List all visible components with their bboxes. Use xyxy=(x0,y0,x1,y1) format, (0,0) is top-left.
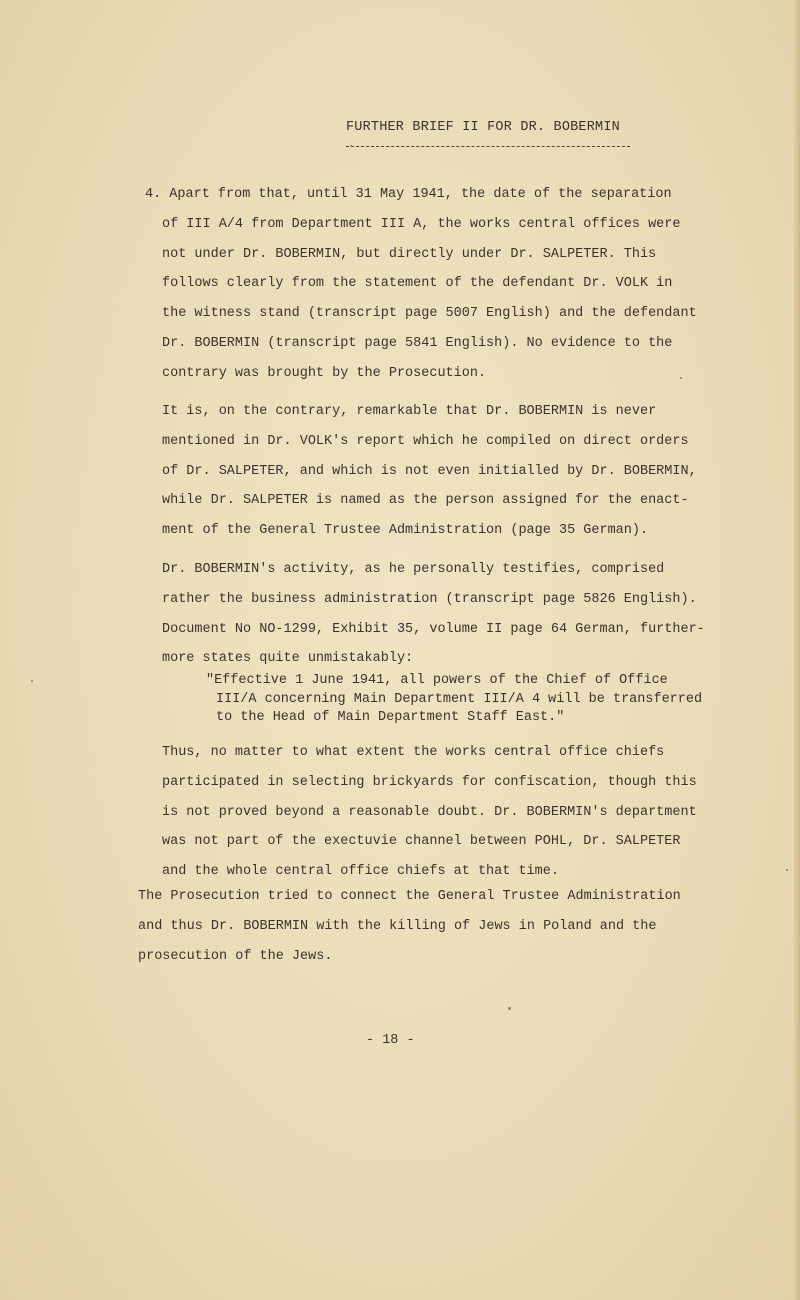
paper-speck xyxy=(680,377,682,379)
text-line: of III A/4 from Department III A, the works central offices were xyxy=(162,216,681,232)
paper-speck xyxy=(350,145,352,147)
text-line: The Prosecution tried to connect the General Trustee Administration xyxy=(138,889,681,904)
quote-line: "Effective 1 June 1941, all powers of the Chief of Office xyxy=(206,673,668,688)
text-line: not under Dr. BOBERMIN, but directly under Dr. SALPETER. This xyxy=(162,246,657,262)
text-line: and the whole central office chiefs at that time. xyxy=(162,864,559,880)
text-line: Dr. BOBERMIN (transcript page 5841 English). No evidence to the xyxy=(162,335,673,351)
text-line: contrary was brought by the Prosecution. xyxy=(162,365,487,381)
page-edge-shadow xyxy=(794,0,800,1300)
text-line: mentioned in Dr. VOLK's report which he compiled on direct orders xyxy=(162,433,689,449)
text-line: Dr. BOBERMIN's activity, as he personally testifies, comprised xyxy=(162,562,665,577)
paragraph-1 xyxy=(145,180,697,389)
text-line: and thus Dr. BOBERMIN with the killing of Jews in Poland and the xyxy=(138,918,657,934)
text-line: is not proved beyond a reasonable doubt. Dr. BOBERMIN's department xyxy=(162,804,697,820)
text-line: Thus, no matter to what extent the works central office chiefs xyxy=(162,745,665,760)
quote-line: to the Head of Main Department Staff East." xyxy=(216,710,565,725)
text-line: participated in selecting brickyards for confiscation, though this xyxy=(162,774,697,790)
text-line: It is, on the contrary, remarkable that Dr. BOBERMIN is never xyxy=(162,404,657,419)
paper-speck xyxy=(508,1007,511,1010)
text-line: of Dr. SALPETER, and which is not even initialled by Dr. BOBERMIN, xyxy=(162,463,697,479)
text-line: follows clearly from the statement of the defendant Dr. VOLK in xyxy=(162,276,673,292)
text-line: the witness stand (transcript page 5007 English) and the defendant xyxy=(162,306,697,322)
text-line: more states quite unmistakably: xyxy=(162,651,414,667)
paper-speck xyxy=(786,869,788,871)
text-line: was not part of the exectuvie channel between POHL, Dr. SALPETER xyxy=(162,834,681,850)
text-line: while Dr. SALPETER is named as the person assigned for the enact- xyxy=(162,493,689,509)
title-underline xyxy=(346,146,630,147)
page-number: - 18 - xyxy=(366,1033,415,1048)
paragraph-2 xyxy=(162,397,697,546)
text-line: 4. Apart from that, until 31 May 1941, the date of the separation xyxy=(145,187,672,202)
text-line: prosecution of the Jews. xyxy=(138,948,333,964)
text-line: ment of the General Trustee Administration (page 35 German). xyxy=(162,523,649,539)
paragraph-4 xyxy=(162,738,697,887)
block-quote xyxy=(206,672,702,728)
text-line: Document No NO-1299, Exhibit 35, volume II page 64 German, further- xyxy=(162,621,705,637)
paper-speck xyxy=(31,680,33,682)
page-title: FURTHER BRIEF II FOR DR. BOBERMIN xyxy=(346,120,620,135)
paragraph-5 xyxy=(138,882,681,971)
quote-line: III/A concerning Main Department III/A 4 will be transferred xyxy=(216,691,703,707)
paragraph-3 xyxy=(162,555,705,674)
text-line: rather the business administration (transcript page 5826 English). xyxy=(162,591,697,607)
